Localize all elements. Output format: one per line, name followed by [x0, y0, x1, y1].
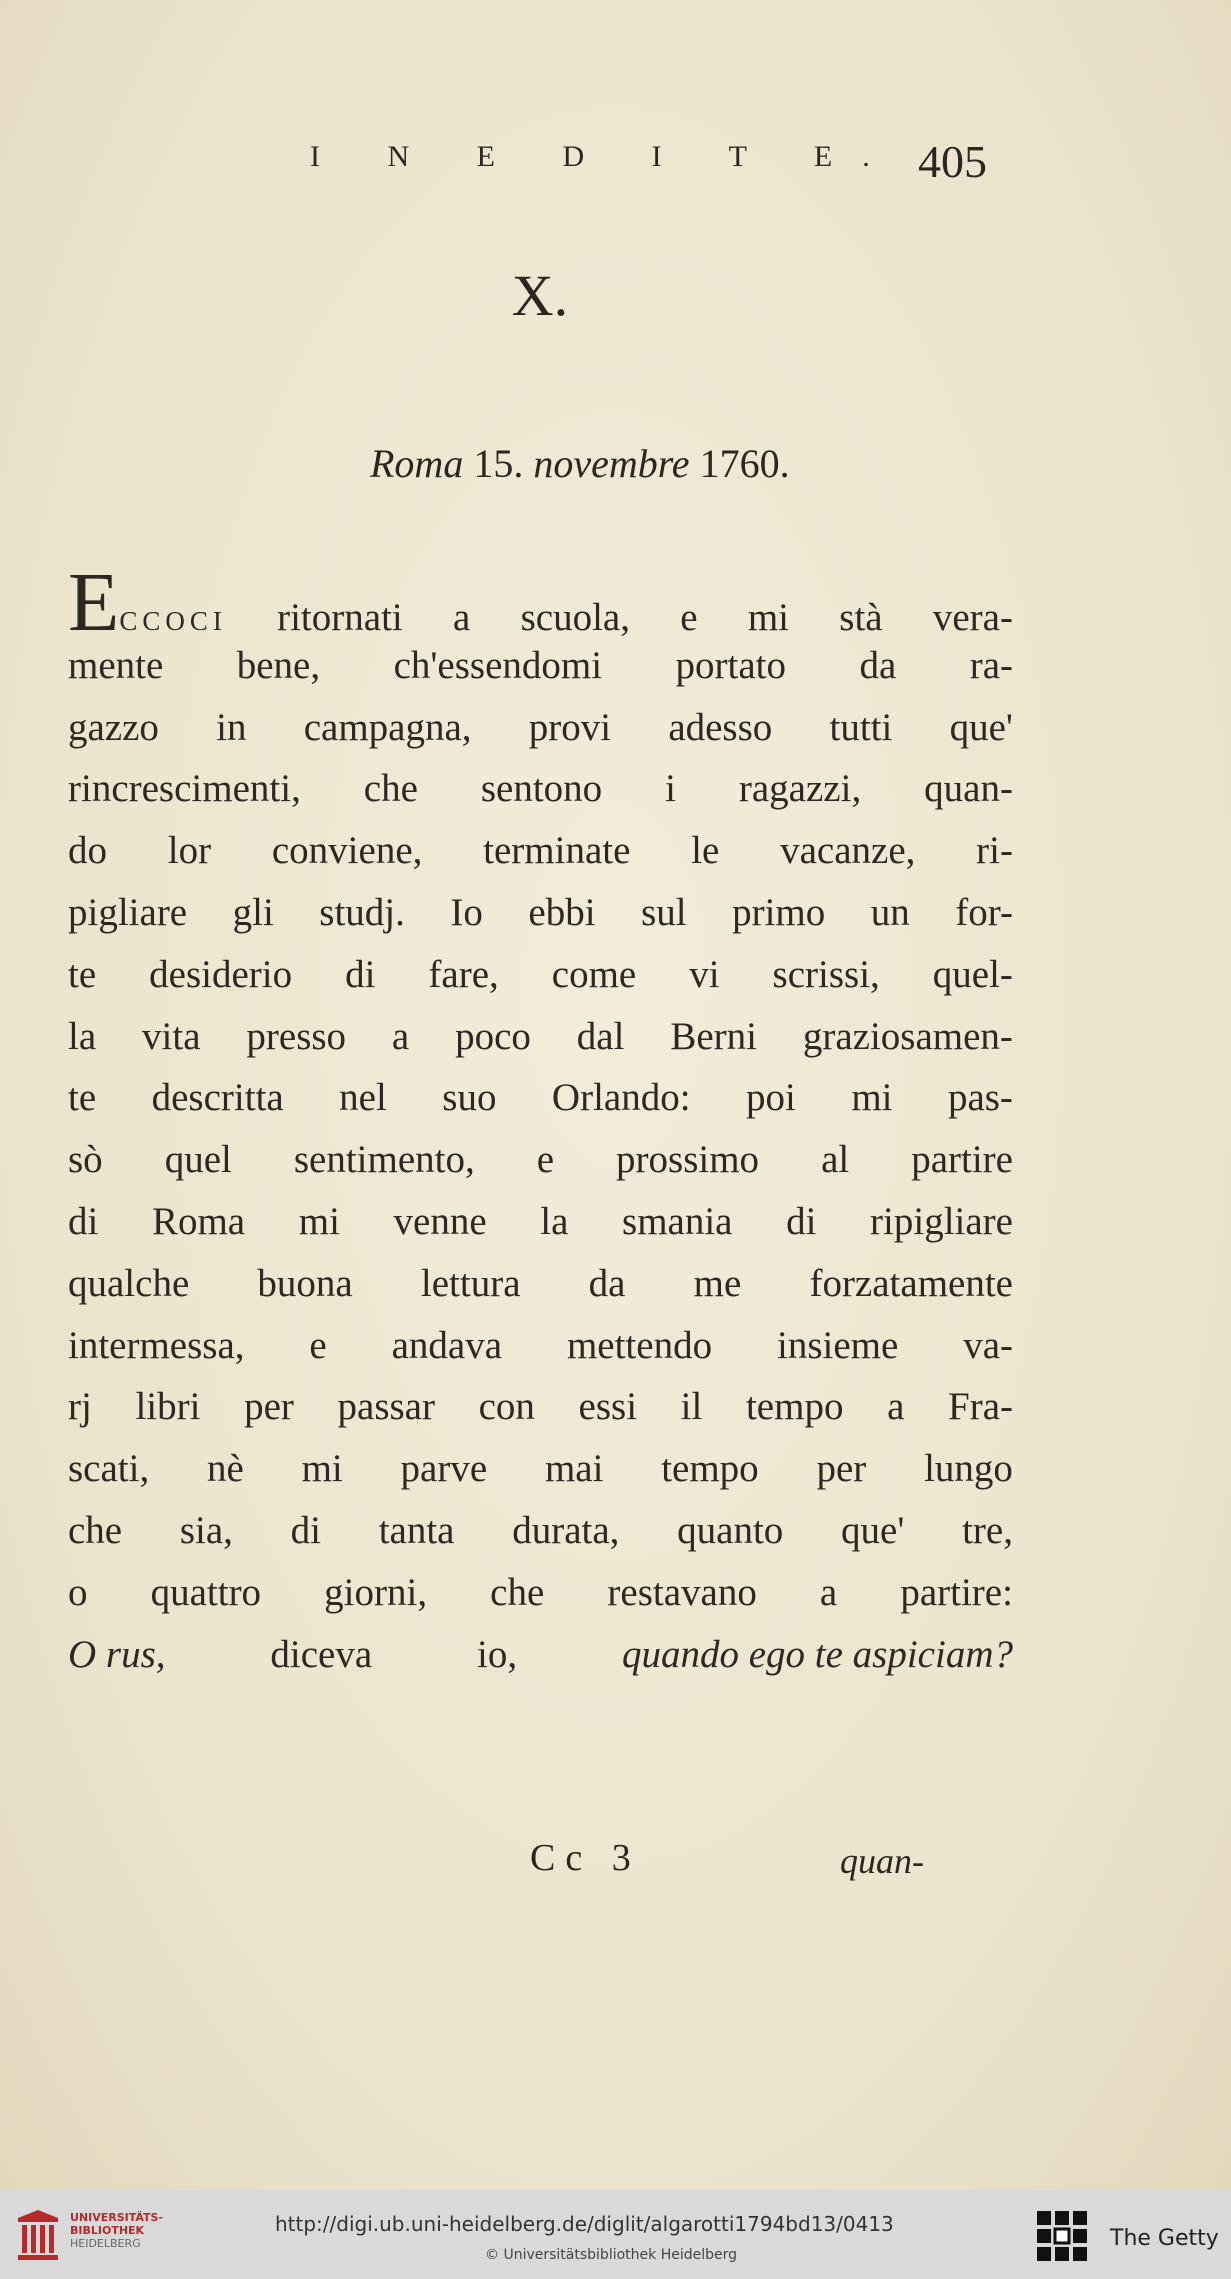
text-line: [68, 1006, 1013, 1068]
dateline-day: 15.: [473, 441, 524, 486]
word: adesso: [668, 705, 773, 749]
text-line: [68, 1253, 1013, 1315]
word: quel-: [932, 952, 1013, 996]
word: da: [859, 643, 897, 687]
university-library-logo-icon: [14, 2208, 62, 2264]
word: durata,: [512, 1508, 620, 1552]
word: terminate: [483, 829, 631, 873]
word: la: [68, 1014, 97, 1058]
word: scati,: [68, 1447, 150, 1491]
word: gazzo: [68, 705, 159, 749]
text-line: [68, 1438, 1013, 1500]
word: e: [309, 1323, 327, 1367]
word: desiderio: [149, 952, 293, 996]
word: per: [244, 1385, 294, 1429]
text-line: [68, 697, 1013, 759]
word: da: [588, 1261, 626, 1305]
word: quando ego te aspiciam?: [621, 1632, 1013, 1676]
word: che: [68, 1508, 123, 1552]
word: do: [68, 829, 107, 873]
word: rj: [68, 1385, 92, 1429]
word: descritta: [151, 1076, 284, 1120]
word: Orlando:: [551, 1076, 691, 1120]
word: bene,: [236, 643, 321, 687]
word: Berni: [670, 1014, 757, 1058]
word: a: [453, 596, 471, 639]
word: a: [391, 1014, 410, 1058]
word: di: [786, 1199, 817, 1243]
word: campagna,: [303, 705, 472, 749]
word: con: [478, 1385, 535, 1429]
word: que': [841, 1508, 905, 1552]
word: te: [68, 1076, 97, 1120]
dateline: [370, 440, 970, 487]
word: che: [490, 1570, 545, 1614]
word: mi: [298, 1199, 340, 1243]
text-line: [68, 1376, 1013, 1438]
word: presso: [246, 1014, 347, 1058]
catchword: quan-: [840, 1841, 924, 1881]
word: partire: [911, 1138, 1013, 1182]
word: quan-: [924, 767, 1013, 811]
word: la: [540, 1199, 569, 1243]
word: sentono: [480, 767, 603, 811]
word: a: [887, 1385, 905, 1429]
word: io,: [477, 1632, 518, 1676]
word: venne: [393, 1199, 487, 1243]
word: quel: [164, 1138, 232, 1182]
word: for-: [955, 890, 1013, 934]
word: conviene,: [271, 829, 423, 873]
word: pas-: [947, 1076, 1013, 1120]
word: andava: [391, 1323, 503, 1367]
word: que': [949, 705, 1013, 749]
word: mi: [301, 1447, 343, 1491]
text-line: [68, 1067, 1013, 1129]
word: tempo: [661, 1447, 759, 1491]
word: vi: [689, 952, 720, 996]
word: libri: [135, 1385, 201, 1429]
word: stà: [839, 596, 883, 639]
word: tanta: [378, 1508, 455, 1552]
word: rincrescimenti,: [68, 767, 301, 811]
word: come: [551, 952, 637, 996]
word: un: [870, 890, 910, 934]
word: passar: [337, 1385, 435, 1429]
word: che: [363, 767, 418, 811]
word: essi: [578, 1385, 638, 1429]
word: ri-: [976, 829, 1013, 873]
word: intermessa,: [68, 1323, 245, 1367]
word: buona: [257, 1261, 353, 1305]
text-line: [68, 758, 1013, 820]
letter-number: X.: [511, 263, 569, 328]
page-foot: [520, 1836, 980, 1896]
word: quattro: [150, 1570, 262, 1614]
word: quanto: [677, 1508, 784, 1552]
word: sentimento,: [293, 1138, 475, 1182]
dateline-place: Roma: [370, 441, 464, 486]
word: pigliare: [68, 890, 188, 934]
text-line: [68, 1315, 1013, 1377]
word: ragazzi,: [738, 767, 862, 811]
word: poco: [455, 1014, 531, 1058]
word: di: [68, 1199, 99, 1243]
getty-logo-icon: [1035, 2209, 1089, 2265]
text-line: [68, 1191, 1013, 1253]
word: ritornati: [277, 596, 403, 639]
word: parve: [400, 1447, 488, 1491]
dateline-month: novembre: [533, 441, 690, 486]
word: tempo: [745, 1385, 844, 1429]
text-line: [68, 1129, 1013, 1191]
word: primo: [732, 890, 826, 934]
signature-mark: Cc 3: [530, 1837, 641, 1879]
word: vita: [142, 1014, 201, 1058]
word: a: [819, 1570, 838, 1614]
library-name-line-3: HEIDELBERG: [70, 2237, 141, 2250]
word: sia,: [179, 1508, 233, 1552]
text-line: [68, 820, 1013, 882]
copyright-notice: © Universitätsbibliothek Heidelberg: [485, 2247, 738, 2263]
word: mai: [544, 1447, 604, 1491]
library-name: [70, 2211, 163, 2250]
word: vacanze,: [780, 829, 916, 873]
word: forzatamente: [809, 1261, 1013, 1305]
word: ch'essendomi: [393, 643, 603, 687]
word: suo: [442, 1076, 497, 1120]
word: insieme: [776, 1323, 899, 1367]
word: ra-: [969, 643, 1013, 687]
word: nel: [339, 1076, 387, 1120]
word: le: [691, 829, 720, 873]
word: e: [536, 1138, 555, 1182]
word: i: [665, 767, 676, 811]
text-line: [68, 1624, 1013, 1686]
word: partire:: [900, 1570, 1013, 1614]
library-name-line-1: UNIVERSITÄTS-: [70, 2211, 164, 2224]
word: giorni,: [324, 1570, 428, 1614]
word: di: [290, 1508, 321, 1552]
word: qualche: [68, 1261, 190, 1305]
word: ripigliare: [870, 1199, 1013, 1243]
word: poi: [746, 1076, 796, 1120]
text-line: [68, 944, 1013, 1006]
word: mettendo: [566, 1323, 713, 1367]
word: portato: [675, 643, 786, 687]
page-number: 405: [918, 136, 987, 187]
word: Io: [450, 890, 483, 934]
word: lor: [167, 829, 212, 873]
word: dal: [576, 1014, 625, 1058]
word: scuola,: [520, 596, 630, 639]
letter-body: [68, 556, 1013, 1685]
word: tutti: [829, 705, 893, 749]
word: mente: [68, 643, 164, 687]
word: va-: [963, 1323, 1013, 1367]
word: studj.: [319, 890, 405, 934]
word: sul: [641, 890, 687, 934]
word: provi: [528, 705, 612, 749]
word: gli: [232, 890, 274, 934]
word: me: [693, 1261, 742, 1305]
word: nè: [207, 1447, 244, 1491]
drop-cap: E: [68, 556, 120, 649]
viewer-footer: [0, 2190, 1231, 2279]
word: Roma: [151, 1199, 246, 1243]
word: per: [816, 1447, 867, 1491]
word: lettura: [420, 1261, 521, 1305]
word: graziosamen-: [802, 1014, 1013, 1058]
word: sò: [68, 1138, 103, 1182]
word: mi: [851, 1076, 893, 1120]
running-title: I N E D I T E.: [310, 140, 900, 173]
getty-name: The Getty: [1110, 2226, 1219, 2251]
small-caps-word: ccoci: [119, 596, 227, 639]
text-line: [68, 882, 1013, 944]
text-line: [68, 556, 1013, 649]
word: mi: [747, 596, 789, 639]
word: e: [680, 596, 698, 639]
word: il: [680, 1385, 703, 1429]
word: diceva: [270, 1632, 373, 1676]
word: te: [68, 952, 97, 996]
permalink-url[interactable]: http://digi.ub.uni-heidelberg.de/diglit/algarotti1794bd13/0413: [275, 2212, 894, 2236]
word: fare,: [428, 952, 499, 996]
word: O rus,: [68, 1632, 166, 1676]
word: o: [68, 1570, 88, 1614]
text-line: [68, 1500, 1013, 1562]
word: smania: [622, 1199, 733, 1243]
word: vera-: [932, 596, 1013, 639]
word: restavano: [607, 1570, 757, 1614]
text-line: [68, 1562, 1013, 1624]
word: Fra-: [948, 1385, 1013, 1429]
word: di: [345, 952, 376, 996]
word: lungo: [924, 1447, 1013, 1491]
word: in: [216, 705, 247, 749]
word: tre,: [962, 1508, 1013, 1552]
word: scrissi,: [772, 952, 880, 996]
word: al: [821, 1138, 850, 1182]
word: prossimo: [616, 1138, 760, 1182]
dateline-year: 1760.: [699, 441, 790, 486]
library-name-line-2: BIBLIOTHEK: [70, 2224, 145, 2237]
word: ebbi: [528, 890, 596, 934]
